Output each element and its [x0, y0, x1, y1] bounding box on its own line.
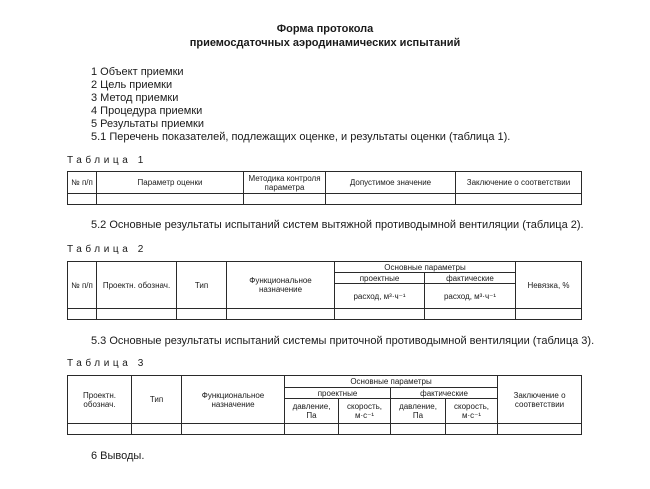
table1-label: Таблица 1: [67, 155, 147, 166]
doc-title-line2: приемосдаточных аэродинамических испытаний: [189, 37, 461, 49]
table3-label: Таблица 3: [67, 358, 147, 369]
table-cell: [132, 424, 182, 435]
table-cell: [68, 309, 97, 320]
table-cell: [326, 194, 456, 205]
table-cell: [335, 309, 425, 320]
table1-header-param: Параметр оценки: [97, 172, 244, 194]
table1-header-method: Методика контроля параметра: [244, 172, 326, 194]
table2-header-imbalance: Невязка, %: [516, 262, 582, 309]
table-row: [68, 262, 582, 273]
table2: [67, 261, 582, 320]
table-cell: [516, 309, 582, 320]
conclusions-heading: 6 Выводы.: [91, 450, 145, 462]
table2-header-flow-proj: расход, м³·ч⁻¹: [335, 284, 425, 309]
list-item: 5.1 Перечень показателей, подлежащих оценке, и результаты оценки (таблица 1).: [91, 131, 511, 143]
table1-header-allowed: Допустимое значение: [326, 172, 456, 194]
table-row: [68, 172, 582, 194]
table3-header-conclusion: Заключение о соответствии: [498, 376, 582, 424]
section-list: [91, 66, 510, 144]
table3-header-press-proj: давление, Па: [285, 399, 339, 424]
table3: [67, 375, 582, 435]
table-cell: [244, 194, 326, 205]
table-cell: [425, 309, 516, 320]
list-item: 2 Цель приемки: [91, 79, 173, 91]
table2-header-function: Функциональное назначение: [227, 262, 335, 309]
table-row: [68, 309, 582, 320]
table2-header-type: Тип: [177, 262, 227, 309]
table3-header-proj: проектные: [285, 388, 391, 399]
table3-header-speed-proj: скорость, м·с⁻¹: [339, 399, 391, 424]
table-cell: [456, 194, 582, 205]
table1-header-conclusion: Заключение о соответствии: [456, 172, 582, 194]
table3-header-design: Проектн. обознач.: [68, 376, 132, 424]
table-cell: [182, 424, 285, 435]
table2-header-flow-fact: расход, м³·ч⁻¹: [425, 284, 516, 309]
table3-header-main: Основные параметры: [285, 376, 498, 388]
table1: [67, 171, 582, 205]
table2-header-fact: фактические: [425, 273, 516, 284]
table-cell: [339, 424, 391, 435]
paragraph-5-2: 5.2 Основные результаты испытаний систем вытяжной противодымной вентиляции (таблица 2).: [91, 219, 584, 231]
table-cell: [498, 424, 582, 435]
table3-header-function: Функциональное назначение: [182, 376, 285, 424]
list-item: 4 Процедура приемки: [91, 105, 203, 117]
table3-header-speed-fact: скорость, м·с⁻¹: [446, 399, 498, 424]
doc-title-line1: Форма протокола: [276, 23, 374, 35]
table2-header-design: Проектн. обознач.: [97, 262, 177, 309]
table2-header-num: № п/п: [68, 262, 97, 309]
table2-header-proj: проектные: [335, 273, 425, 284]
table-row: [68, 376, 582, 388]
table-cell: [97, 309, 177, 320]
table-cell: [285, 424, 339, 435]
table-cell: [227, 309, 335, 320]
table-cell: [68, 194, 97, 205]
list-item: 1 Объект приемки: [91, 66, 184, 78]
table-cell: [391, 424, 446, 435]
table-row: [68, 424, 582, 435]
table-cell: [97, 194, 244, 205]
paragraph-5-3: 5.3 Основные результаты испытаний системы приточной противодымной вентиляции (таблица 3).: [91, 335, 595, 347]
table3-header-press-fact: давление, Па: [391, 399, 446, 424]
table1-header-num: № п/п: [68, 172, 97, 194]
table3-header-fact: фактические: [391, 388, 498, 399]
table-cell: [446, 424, 498, 435]
table-cell: [68, 424, 132, 435]
table2-header-main: Основные параметры: [335, 262, 516, 273]
table3-header-type: Тип: [132, 376, 182, 424]
table-cell: [177, 309, 227, 320]
list-item: 5 Результаты приемки: [91, 118, 205, 130]
table2-label: Таблица 2: [67, 244, 147, 255]
list-item: 3 Метод приемки: [91, 92, 179, 104]
table-row: [68, 194, 582, 205]
